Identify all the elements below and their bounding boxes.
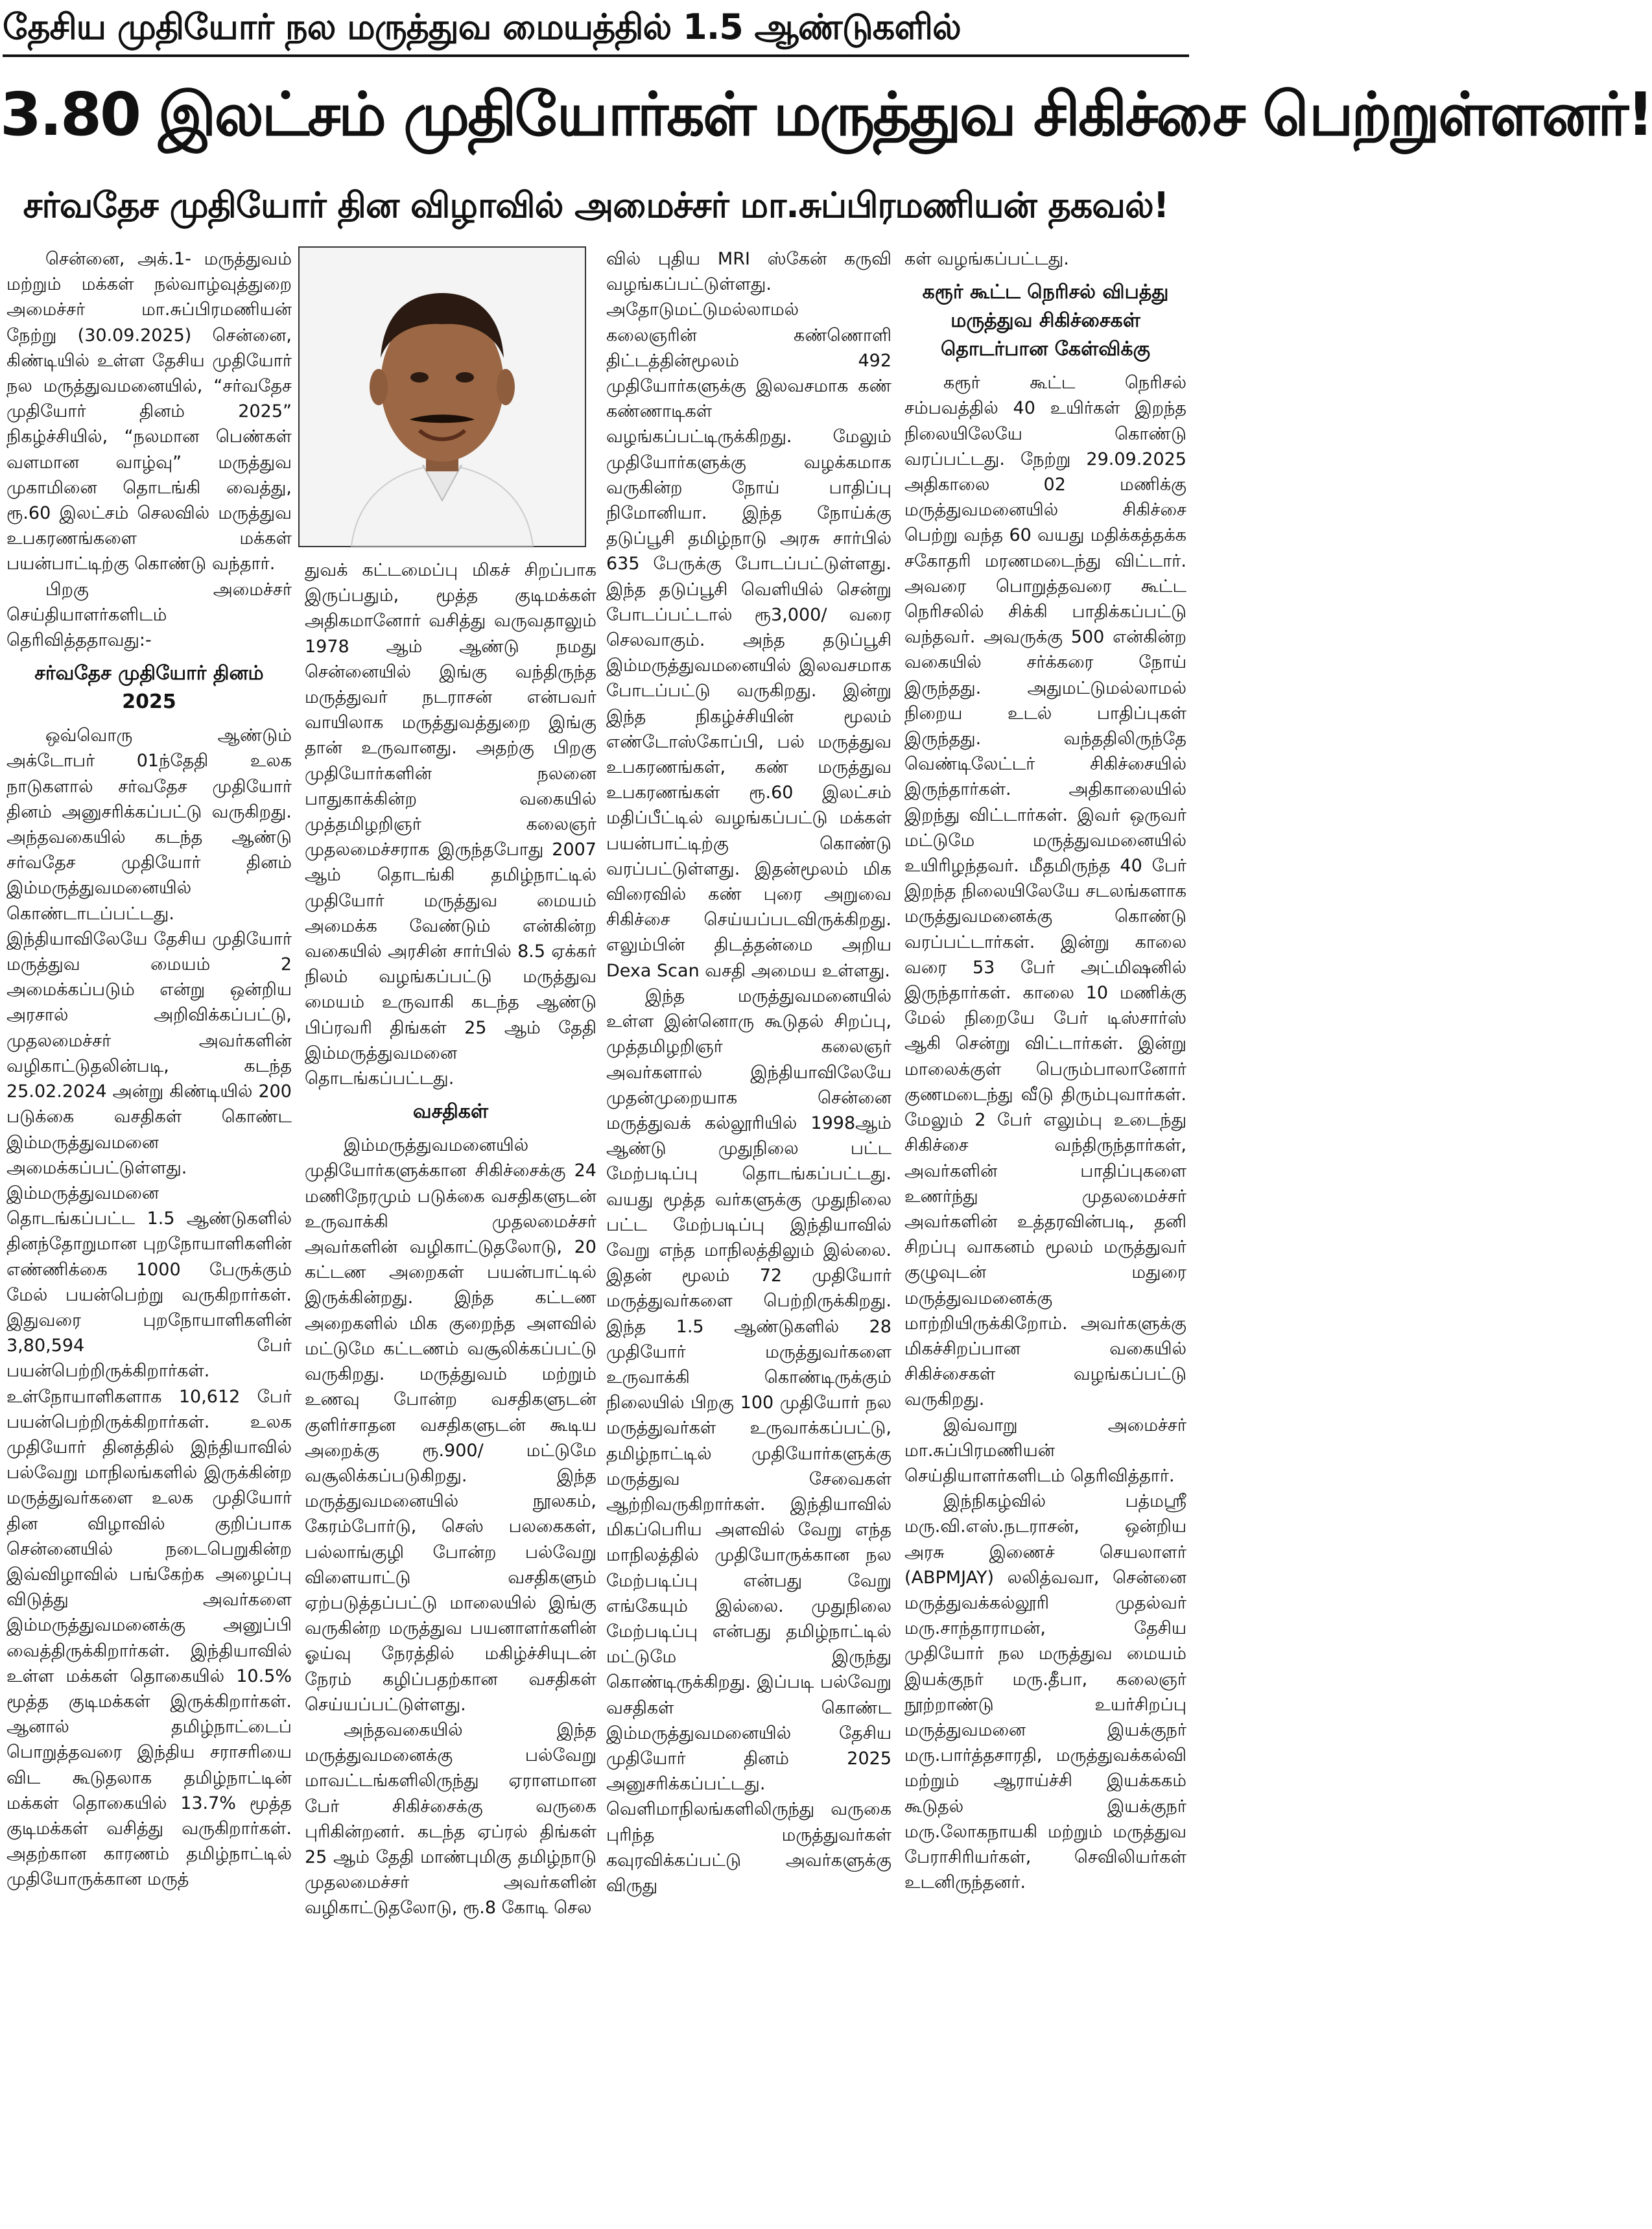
- sub-headline: சர்வதேச முதியோர் தின விழாவில் அமைச்சர் மா.சுப்பிரமணியன் தகவல்!: [23, 185, 1169, 226]
- intro-paragraph: சென்னை, அக்.1- மருத்துவம் மற்றும் மக்கள் நல்வாழ்வுத்துறை அமைச்சர் மா.சுப்பிரமணியன் நேற்று (30.09.2025) சென்னை, கிண்டியில் உள்ள தேசிய முதியோர் நல மருத்துவமனையில், “சர்வதேச முதியோர் தினம் 2025” நிகழ்ச்சியில், “நலமான பெண்கள் வளமான வாழ்வு” மருத்துவ முகாமினை தொடங்கி வைத்து, ரூ.60 இலட்சம் செலவில் மருத்துவ உபகரணங்களை மக்கள் பயன்பாட்டிற்கு கொண்டு வந்தார்.: [6, 249, 292, 574]
- article-column-4: [904, 246, 1186, 2224]
- paragraph: இவ்வாறு அமைச்சர் மா.சுப்பிரமணியன் செய்தியாளர்களிடம் தெரிவித்தார்.: [904, 1415, 1186, 1486]
- paragraph: வில் புதிய MRI ஸ்கேன் கருவி வழங்கப்பட்டுள்ளது. அதோடுமட்டுமல்லாமல் கலைஞரின் கண்ணொளி திட்டத்தின்மூலம் 492 முதியோர்களுக்கு இலவசமாக கண் கண்ணாடிகள் வழங்கப்பட்டிருக்கிறது. மேலும் முதியோர்களுக்கு வழக்கமாக வருகின்ற நோய் பாதிப்பு நிமோனியா. இந்த நோய்க்கு தடுப்பூசி தமிழ்நாடு அரசு சார்பில் 635 பேருக்கு போடப்பட்டுள்ளது. இந்த தடுப்பூசி வெளியில் சென்று போடப்பட்டால் ரூ3,000/ வரை செலவாகும். அந்த தடுப்பூசி இம்மருத்துவமனையில் இலவசமாக போடப்பட்டு வருகிறது. இன்று இந்த நிகழ்ச்சியின் மூலம் எண்டோஸ்கோப்பி, பல் மருத்துவ உபகரணங்கள், கண் மருத்துவ உபகரணங்கள் ரூ.60 இலட்சம் மதிப்பீட்டில் வழங்கப்பட்டு மக்கள் பயன்பாட்டிற்கு கொண்டு வரப்பட்டுள்ளது. இதன்மூலம் மிக விரைவில் கண் புரை அறுவை சிகிச்சை செய்யப்படவிருக்கிறது. எலும்பின் திடத்தன்மை அறிய Dexa Scan வசதி அமைய உள்ளது.: [606, 249, 891, 981]
- paragraph: இந்நிகழ்வில் பத்மஸ்ரீ மரு.வி.எஸ்.நடராசன், ஒன்றிய அரசு இணைச் செயலாளர் (ABPMJAY) லலித்வவா, சென்னை மருத்துவக்கல்லூரி முதல்வர் மரு.சாந்தாராமன், தேசிய முதியோர் நல மருத்துவ மையம் இயக்குநர் மரு.தீபா, கலைஞர் நூற்றாண்டு உயர்சிறப்பு மருத்துவமனை இயக்குநர் மரு.பார்த்தசாரதி, மருத்துவக்கல்வி மற்றும் ஆராய்ச்சி இயக்ககம் கூடுதல் இயக்குநர் மரு.லோகநாயகி மற்றும் மருத்துவ பேராசிரியர்கள், செவிலியர்கள் உடனிருந்தனர்.: [904, 1491, 1186, 1893]
- paragraph: பிறகு அமைச்சர் செய்தியாளர்களிடம் தெரிவித்ததாவது:-: [6, 579, 292, 651]
- paragraph: துவக் கட்டமைப்பு மிகச் சிறப்பாக இருப்பதும், மூத்த குடிமக்கள் அதிகமானோர் வசித்து வருவதாலும் 1978 ஆம் ஆண்டு நமது சென்னையில் இங்கு வந்திருந்த மருத்துவர் நடராசன் என்பவர் வாயிலாக மருத்துவத்துறை இங்கு தான் உருவானது. அதற்கு பிறகு முதியோர்களின் நலனை பாதுகாக்கின்ற வகையில் முத்தமிழறிஞர் கலைஞர் முதலமைச்சராக இருந்தபோது 2007 ஆம் தொடங்கி தமிழ்நாட்டில் முதியோர் மருத்துவ மையம் அமைக்க வேண்டும் என்கின்ற வகையில் அரசின் சார்பில் 8.5 ஏக்கர் நிலம் வழங்கப்பட்டு மருத்துவ மையம் உருவாகி கடந்த ஆண்டு பிப்ரவரி திங்கள் 25 ஆம் தேதி இம்மருத்துவமனை தொடங்கப்பட்டது.: [305, 560, 596, 1089]
- article-column-1: [6, 246, 292, 2224]
- paragraph: இந்த மருத்துவமனையில் உள்ள இன்னொரு கூடுதல் சிறப்பு, முத்தமிழறிஞர் கலைஞர் அவர்களால் இந்தியாவிலேயே முதன்முறையாக சென்னை மருத்துவக் கல்லூரியில் 1998ஆம் ஆண்டு முதுநிலை பட்ட மேற்படிப்பு தொடங்கப்பட்டது. வயது மூத்த வர்களுக்கு முதுநிலை பட்ட மேற்படிப்பு இந்தியாவில் வேறு எந்த மாநிலத்திலும் இல்லை. இதன் மூலம் 72 முதியோர் மருத்துவர்களை பெற்றிருக்கிறது. இந்த 1.5 ஆண்டுகளில் 28 முதியோர் மருத்துவர்களை உருவாக்கி கொண்டிருக்கும் நிலையில் பிறகு 100 முதியோர் நல மருத்துவர்கள் உருவாக்கப்பட்டு, தமிழ்நாட்டில் முதியோர்களுக்கு மருத்துவ சேவைகள் ஆற்றிவருகிறார்கள். இந்தியாவில் மிகப்பெரிய அளவில் வேறு எந்த மாநிலத்தில் முதியோருக்கான நல மேற்படிப்பு என்பது வேறு எங்கேயும் இல்லை. முதுநிலை மேற்படிப்பு என்பது தமிழ்நாட்டில் மட்டுமே இருந்து கொண்டிருக்கிறது. இப்படி பல்வேறு வசதிகள் கொண்ட இம்மருத்துவமனையில் தேசிய முதியோர் தினம் 2025 அனுசரிக்கப்பட்டது. வெளிமாநிலங்களிலிருந்து வருகை புரிந்த மருத்துவர்கள் கவுரவிக்கப்பட்டு அவர்களுக்கு விருது: [606, 985, 891, 1896]
- kicker-headline: தேசிய முதியோர் நல மருத்துவ மையத்தில் 1.5 ஆண்டுகளில்: [3, 0, 1189, 57]
- paragraph: கரூர் கூட்ட நெரிசல் சம்பவத்தில் 40 உயிர்கள் இறந்த நிலையிலேயே கொண்டு வரப்பட்டது. நேற்று 29.09.2025 அதிகாலை 02 மணிக்கு மருத்துவமனையில் சிகிச்சை பெற்று வந்த 60 வயது மதிக்கத்தக்க சகோதரி மரணமடைந்து விட்டார். அவரை பொறுத்தவரை கூட்ட நெரிசலில் சிக்கி பாதிக்கப்பட்டு வந்தவர். அவருக்கு 500 என்கின்ற வகையில் சர்க்கரை நோய் இருந்தது. அதுமட்டுமல்லாமல் நிறைய உடல் பாதிப்புகள் இருந்தது. வந்ததிலிருந்தே வெண்டிலேட்டர் சிகிச்சையில் இருந்தார்கள். அதிகாலையில் இறந்து விட்டார்கள். இவர் ஒருவர் மட்டுமே மருத்துவமனையில் உயிரிழந்தவர். மீதமிருந்த 40 பேர் இறந்த நிலையிலேயே சடலங்களாக மருத்துவமனைக்கு கொண்டு வரப்பட்டார்கள். இன்று காலை வரை 53 பேர் அட்மிஷனில் இருந்தார்கள். காலை 10 மணிக்கு மேல் நிறையே பேர் டிஸ்சார்ஸ் ஆகி சென்று விட்டார்கள். இன்று மாலைக்குள் பெரும்பாலானோர் குணமடைந்து வீடு திரும்புவார்கள். மேலும் 2 பேர் எலும்பு உடைந்து சிகிச்சை வந்திருந்தார்கள், அவர்களின் பாதிப்புகளை உணர்ந்து முதலமைச்சர் அவர்களின் உத்தரவின்படி, தனி சிறப்பு வாகனம் மூலம் மருத்துவர் குழுவுடன் மதுரை மருத்துவமனைக்கு மாற்றியிருக்கிறோம். அவர்களுக்கு மிகச்சிறப்பான வகையில் சிகிச்சைகள் வழங்கப்பட்டு வருகிறது.: [904, 373, 1186, 1410]
- paragraph: அந்தவகையில் இந்த மருத்துவமனைக்கு பல்வேறு மாவட்டங்களிலிருந்து ஏராளமான பேர் சிகிச்சைக்கு வருகை புரிகின்றனர். கடந்த ஏப்ரல் திங்கள் 25 ஆம் தேதி மாண்புமிகு தமிழ்நாடு முதலமைச்சர் அவர்களின் வழிகாட்டுதலோடு, ரூ.8 கோடி செல: [305, 1719, 596, 1918]
- minister-photo: [298, 246, 586, 547]
- article-column-2: [305, 558, 596, 2224]
- minister-portrait-icon: [300, 248, 585, 546]
- paragraph: கள் வழங்கப்பட்டது.: [904, 249, 1069, 269]
- section-heading: கரூர் கூட்ட நெரிசல் விபத்து மருத்துவ சிகிச்சைகள் தொடர்பான கேள்விக்கு: [922, 281, 1169, 361]
- article-column-3: [606, 246, 891, 2224]
- main-headline: 3.80 இலட்சம் முதியோர்கள் மருத்துவ சிகிச்சை பெற்றுள்ளனர்!: [0, 80, 1652, 149]
- paragraph: இம்மருத்துவமனையில் முதியோர்களுக்கான சிகிச்சைக்கு 24 மணிநேரமும் படுக்கை வசதிகளுடன் உருவாக்கி முதலமைச்சர் அவர்களின் வழிகாட்டுதலோடு, 20 கட்டண அறைகள் பயன்பாட்டில் இருக்கின்றது. இந்த கட்டண அறைகளில் மிக குறைந்த அளவில் மட்டுமே கட்டணம் வசூலிக்கப்பட்டு வருகிறது. மருத்துவம் மற்றும் உணவு போன்ற வசதிகளுடன் குளிர்சாதன வசதிகளுடன் கூடிய அறைக்கு ரூ.900/ மட்டுமே வசூலிக்கப்படுகிறது. இந்த மருத்துவமனையில் நூலகம், கேரம்போர்டு, செஸ் பலகைகள், பல்லாங்குழி போன்ற பல்வேறு விளையாட்டு வசதிகளும் ஏற்படுத்தப்பட்டு மாலையில் இங்கு வருகின்ற மருத்துவ பயனாளர்களின் ஓய்வு நேரத்தில் மகிழ்ச்சியுடன் நேரம் கழிப்பதற்கான வசதிகள் செய்யப்பட்டுள்ளது.: [305, 1135, 596, 1715]
- section-heading: சர்வதேச முதியோர் தினம் 2025: [34, 662, 264, 714]
- section-heading: வசதிகள்: [412, 1100, 489, 1124]
- paragraph: ஒவ்வொரு ஆண்டும் அக்டோபர் 01ந்தேதி உலக நாடுகளால் சர்வதேச முதியோர் தினம் அனுசரிக்கப்பட்டு வருகிறது. அந்தவகையில் கடந்த ஆண்டு சர்வதேச முதியோர் தினம் இம்மருத்துவமனையில் கொண்டாடப்பட்டது. இந்தியாவிலேயே தேசிய முதியோர் மருத்துவ மையம் 2 அமைக்கப்படும் என்று ஒன்றிய அரசால் அறிவிக்கப்பட்டு, முதலமைச்சர் அவர்களின் வழிகாட்டுதலின்படி, கடந்த 25.02.2024 அன்று கிண்டியில் 200 படுக்கை வசதிகள் கொண்ட இம்மருத்துவமனை அமைக்கப்பட்டுள்ளது. இம்மருத்துவமனை தொடங்கப்பட்ட 1.5 ஆண்டுகளில் தினந்தோறுமான புறநோயாளிகளின் எண்ணிக்கை 1000 பேருக்கும் மேல் பயன்பெற்று வருகிறார்கள். இதுவரை புறநோயாளிகளின் 3,80,594 பேர் பயன்பெற்றிருக்கிறார்கள். உள்நோயாளிகளாக 10,612 பேர் பயன்பெற்றிருக்கிறார்கள். உலக முதியோர் தினத்தில் இந்தியாவில் பல்வேறு மாநிலங்களில் இருக்கின்ற மருத்துவர்களை உலக முதியோர் தின விழாவில் குறிப்பாக சென்னையில் நடைபெறுகின்ற இவ்விழாவில் பங்கேற்க அழைப்பு விடுத்து அவர்களை இம்மருத்துவமனைக்கு அனுப்பி வைத்திருக்கிறார்கள். இந்தியாவில் உள்ள மக்கள் தொகையில் 10.5% மூத்த குடிமக்கள் இருக்கிறார்கள். ஆனால் தமிழ்நாட்டைப் பொறுத்தவரை இந்திய சராசரியை விட கூடுதலாக தமிழ்நாட்டின் மக்கள் தொகையில் 13.7% மூத்த குடிமக்கள் வசித்து வருகிறார்கள். அதற்கான காரணம் தமிழ்நாட்டில் முதியோருக்கான மருத்: [6, 725, 292, 1890]
